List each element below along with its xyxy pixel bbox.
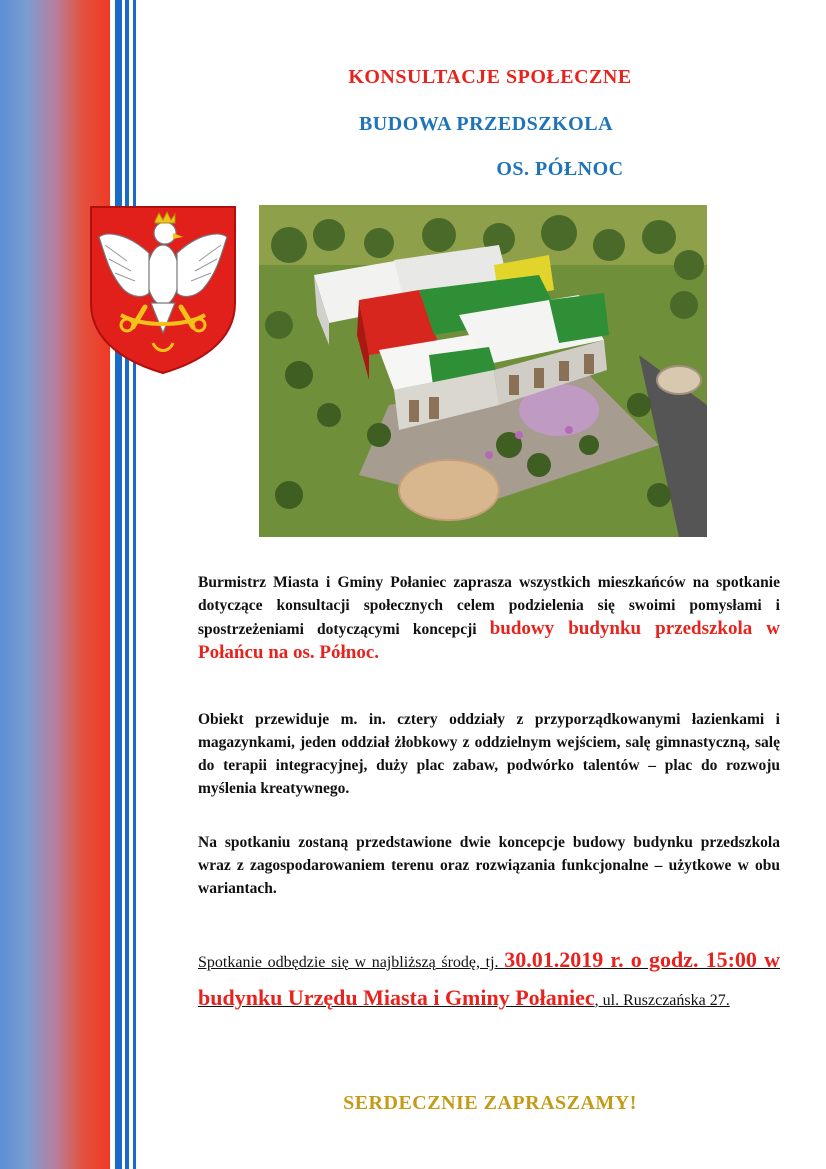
title-district: OS. PÓŁNOC bbox=[496, 158, 624, 180]
coat-of-arms-icon bbox=[87, 203, 239, 375]
title-kindergarten: BUDOWA PRZEDSZKOLA bbox=[358, 113, 614, 135]
invitation-paragraph bbox=[198, 571, 780, 665]
meeting-address: , ul. Ruszczańska 27. bbox=[594, 992, 730, 1009]
facility-description: Obiekt przewiduje m. in. cztery oddziały z przyporządkowanymi łazienkami i magazynkami, jeden oddział żłobkowy z oddzielnym wejściem, salę gimnastyczną, salę do terapii integracyjnej, duży plac zabaw, podwórko talentów – plac do rozwoju myślenia kreatywnego. bbox=[198, 711, 780, 797]
gradient-side-band bbox=[0, 0, 110, 1169]
meeting-details bbox=[198, 942, 780, 1018]
invitation-highlight: budowy budynku przedszkola w Połańcu na os. Północ. bbox=[198, 618, 780, 663]
title-consultations: KONSULTACJE SPOŁECZNE bbox=[348, 66, 632, 88]
meeting-agenda: Na spotkaniu zostaną przedstawione dwie koncepcje budowy budynku przedszkola wraz z zagospodarowaniem terenu oraz rozwiązania funkcjonalne – użytkowe w obu wariantach. bbox=[198, 834, 780, 897]
closing-invitation: SERDECZNIE ZAPRASZAMY! bbox=[343, 1092, 637, 1114]
blue-side-stripe bbox=[115, 0, 122, 1169]
blue-side-stripe bbox=[133, 0, 136, 1169]
meeting-date-place: 30.01.2019 r. o godz. 15:00 w budynku Urzędu Miasta i Gminy Połaniec bbox=[198, 947, 780, 1010]
meeting-intro: Spotkanie odbędzie się w najbliższą środę, tj. bbox=[198, 954, 505, 971]
invitation-text: Burmistrz Miasta i Gminy Połaniec zaprasza wszystkich mieszkańców na spotkanie dotyczące konsultacji społecznych celem podzielenia się swoimi pomysłami i spostrzeżeniami dotyczącymi koncepcji bbox=[198, 574, 780, 638]
kindergarten-render-image bbox=[259, 205, 707, 537]
blue-side-stripe bbox=[125, 0, 129, 1169]
